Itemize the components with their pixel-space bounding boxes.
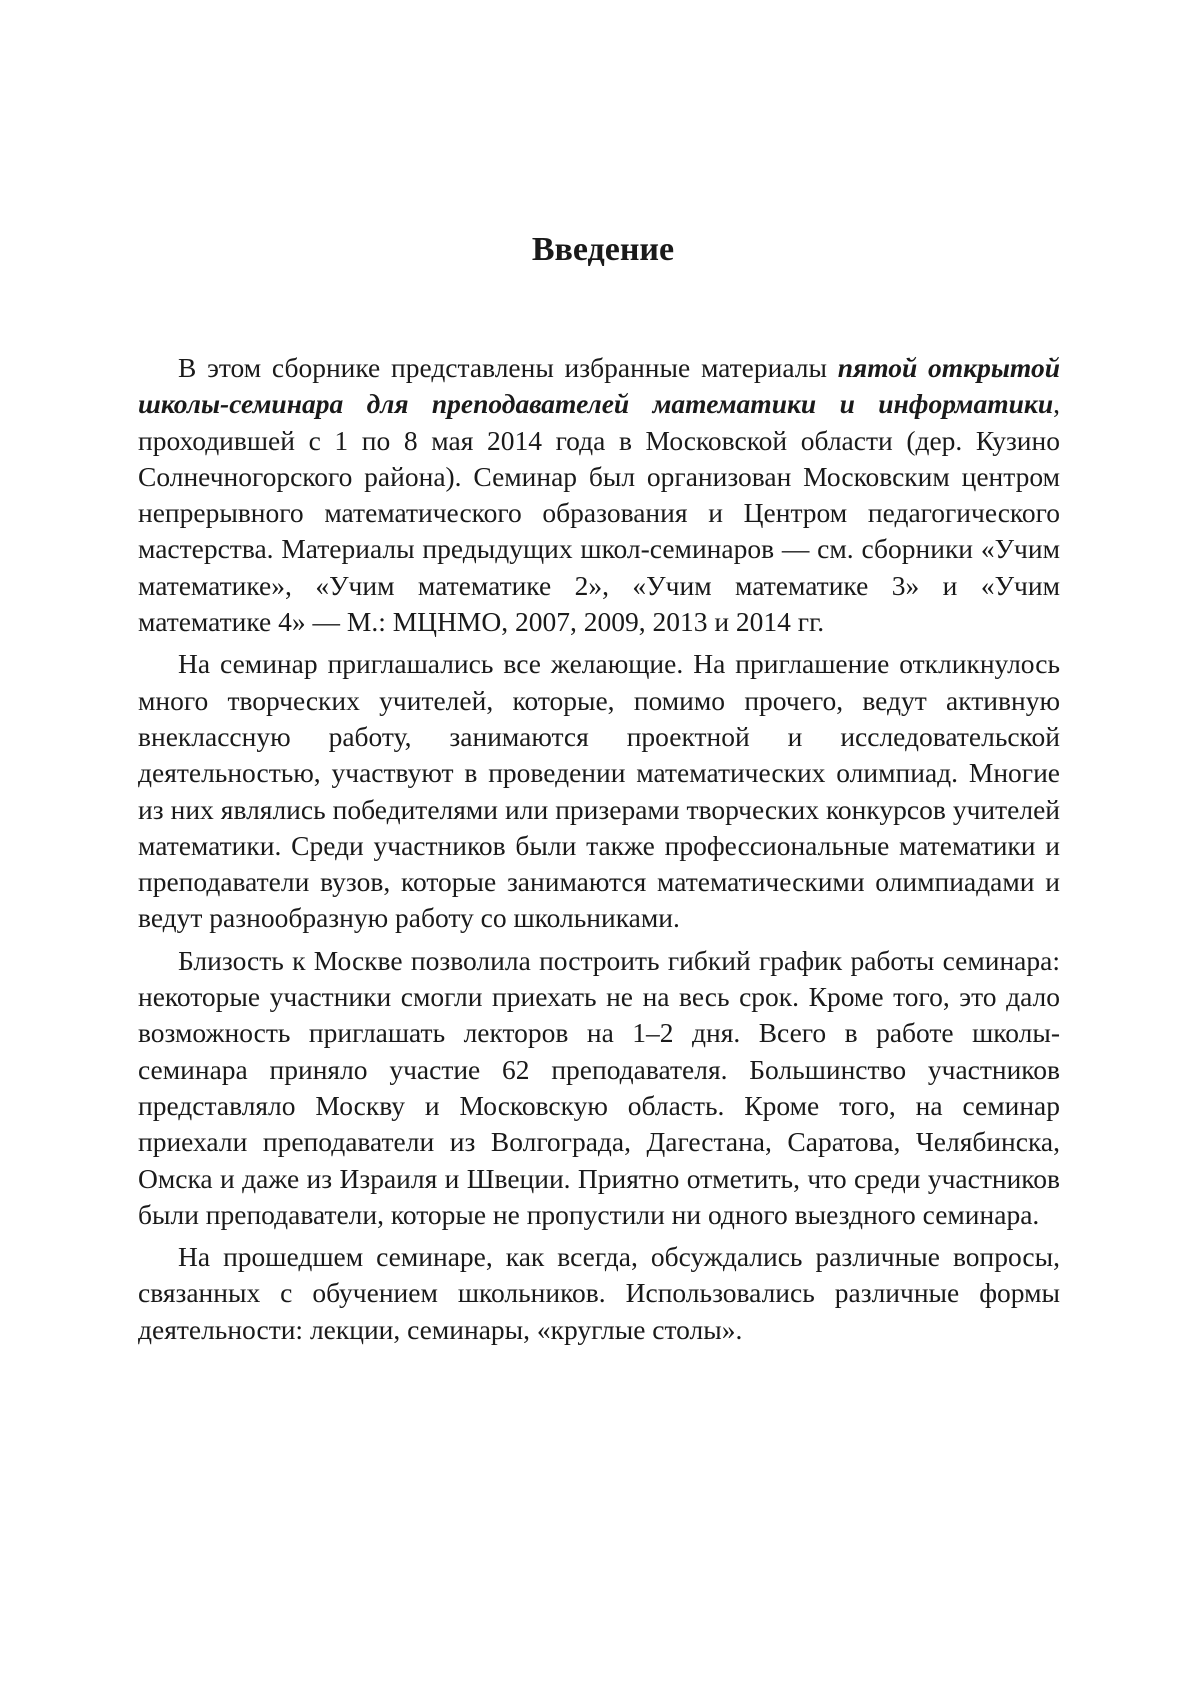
- document-body: [138, 350, 1060, 1348]
- paragraph-1-intro: В этом сборнике представлены избранные материалы: [178, 352, 838, 383]
- paragraph-3: Близость к Москве позволила построить гибкий график работы семинара: некоторые участники смогли приехать не на весь срок. Кроме того, это дало возможность приглашать лекторов на 1–2 дня. Всего в работе школы-семинара приняло участие 62 преподавателя. Большинство участников представляло Москву и Московскую об­ласть. Кроме того, на семинар приехали преподаватели из Волго­града, Дагестана, Саратова, Челябинска, Омска и даже из Израиля и Швеции. Приятно отметить, что среди участников были препода­ватели, которые не пропустили ни одного выездного семинара.: [138, 943, 1060, 1233]
- paragraph-2: На семинар приглашались все желающие. На приглашение от­кликнулось много творческих учителей, которые, помимо прочего, ведут активную внеклассную работу, занимаются проектной и ис­следовательской деятельностью, участвуют в проведении матема­тических олимпиад. Многие из них являлись победителями или призерами творческих конкурсов учителей математики. Среди уча­стников были также профессиональные математики и преподавате­ли вузов, которые занимаются математическими олимпиадами и ведут разнообразную работу со школьниками.: [138, 646, 1060, 936]
- document-page: [138, 228, 1060, 1348]
- paragraph-4: На прошедшем семинаре, как всегда, обсуждались различные вопросы, связанных с обучением школьников. Использовались раз­личные формы деятельности: лекции, семинары, «круглые столы».: [138, 1239, 1060, 1348]
- paragraph-1-rest: , проходившей с 1 по 8 мая 2014 года в Московской области (дер. Кузино Солнечногорского района). Семинар был ор­ганизован Московским центром непрерывного математического образования и Центром педагогического мастерства. Материалы предыдущих школ-семинаров — см. сборники «Учим математике», «Учим математике 2», «Учим математике 3» и «Учим математике 4» — М.: МЦНМО, 2007, 2009, 2013 и 2014 гг.: [138, 388, 1060, 637]
- page-title: Введение: [138, 228, 1060, 272]
- paragraph-1: [138, 350, 1060, 640]
- paragraph-1-emphasis: пятой открытой школы-семинара для преподавателей математики и информатики: [138, 352, 1060, 419]
